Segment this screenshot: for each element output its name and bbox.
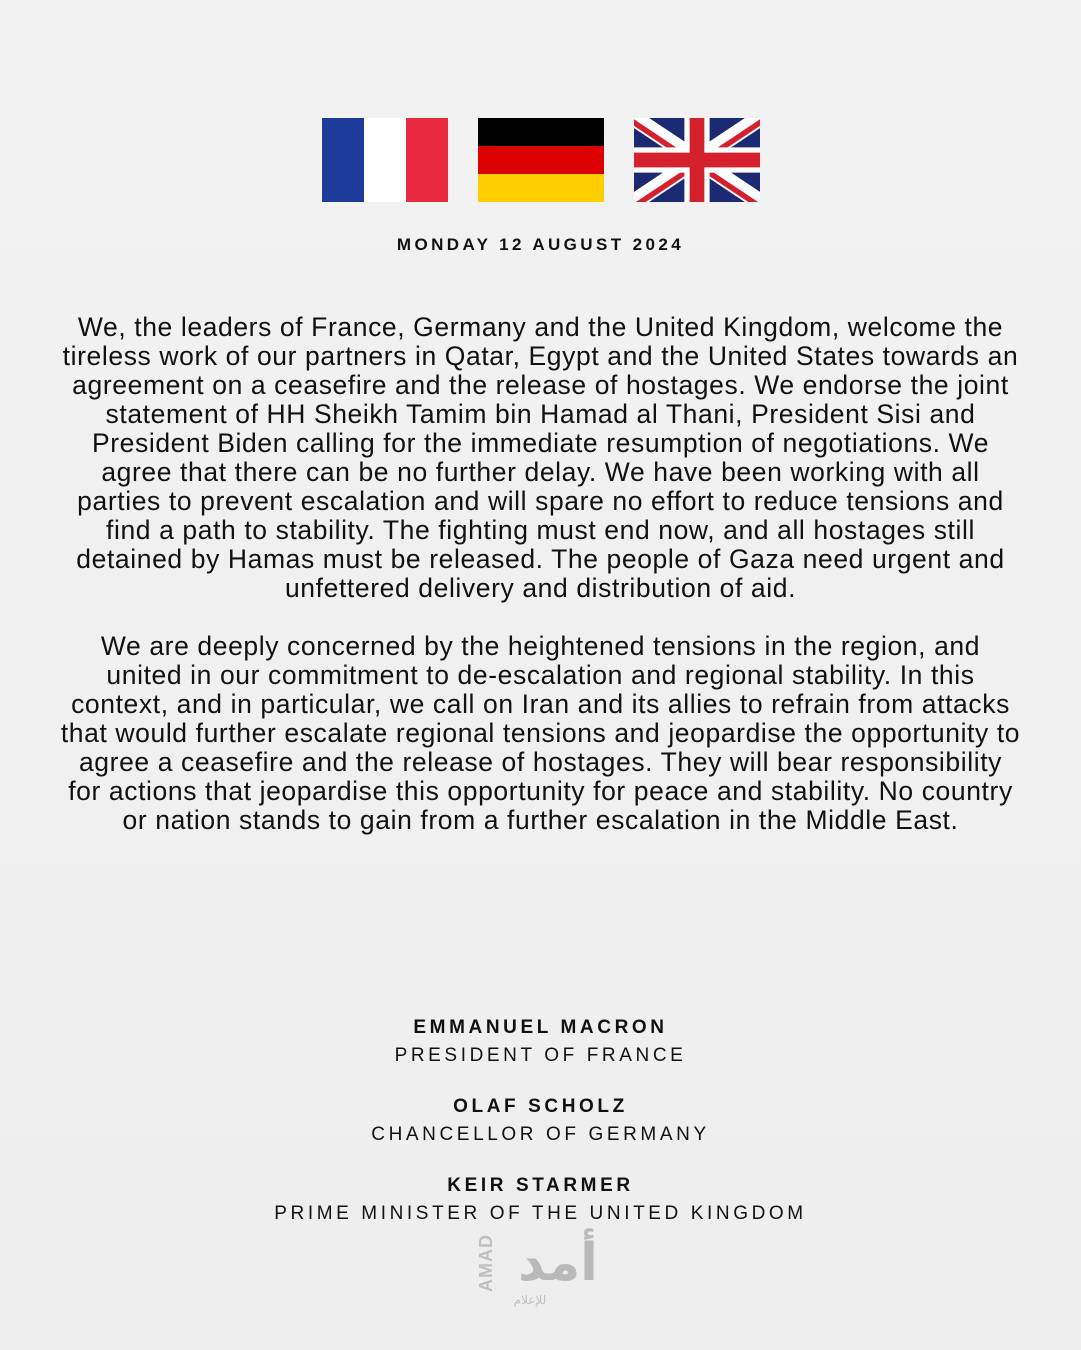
signatory-macron — [0, 1015, 1081, 1071]
statement-paragraph-2: We are deeply concerned by the heightened tensions in the region, and united in our commitment to de-escalation and regional stability. In this context, and in particular, we call on Iran and its allies to refrain from attacks that would further escalate regional tensions and jeopardise the opportunity to agree a ceasefire and the release of hostages. They will bear responsibility for actions that jeopardise this opportunity for peace and stability. No country or nation stands to gain from a further escalation in the Middle East. — [60, 631, 1021, 835]
signatory-title: PRIME MINISTER OF THE UNITED KINGDOM — [274, 1203, 807, 1224]
signatory-scholz — [0, 1094, 1081, 1150]
statement-date: MONDAY 12 AUGUST 2024 — [396, 235, 685, 254]
svg-text:AMAD: AMAD — [476, 1234, 496, 1292]
france-flag-icon — [322, 118, 448, 202]
uk-flag-icon — [634, 118, 760, 202]
statement-paragraph-1: We, the leaders of France, Germany and the United Kingdom, welcome the tireless work of our partners in Qatar, Egypt and the United States towards an agreement on a ceasefire and the release of hostages. We endorse the joint statement of HH Sheikh Tamim bin Hamad al Thani, President Sisi and President Biden calling for the immediate resumption of negotiations. We agree that there can be no further delay. We have been working with all parties to prevent escalation and will spare no effort to reduce tensions and find a path to stability. The fighting must end now, and all hostages still detained by Hamas must be released. The people of Gaza need urgent and unfettered delivery and distribution of aid. — [62, 312, 1019, 603]
amad-media-logo-icon — [470, 1212, 610, 1312]
flags-row — [0, 118, 1081, 202]
statement-body — [60, 313, 1021, 835]
svg-text:أمد: أمد — [517, 1233, 598, 1293]
signatory-title: PRESIDENT OF FRANCE — [394, 1045, 687, 1066]
svg-text:للإعلام: للإعلام — [513, 1293, 547, 1307]
signatory-name: EMMANUEL MACRON — [413, 1017, 668, 1038]
signatory-title: CHANCELLOR OF GERMANY — [371, 1124, 710, 1145]
signatory-name: KEIR STARMER — [447, 1175, 634, 1196]
germany-flag-icon — [478, 118, 604, 202]
signatory-name: OLAF SCHOLZ — [453, 1096, 628, 1117]
